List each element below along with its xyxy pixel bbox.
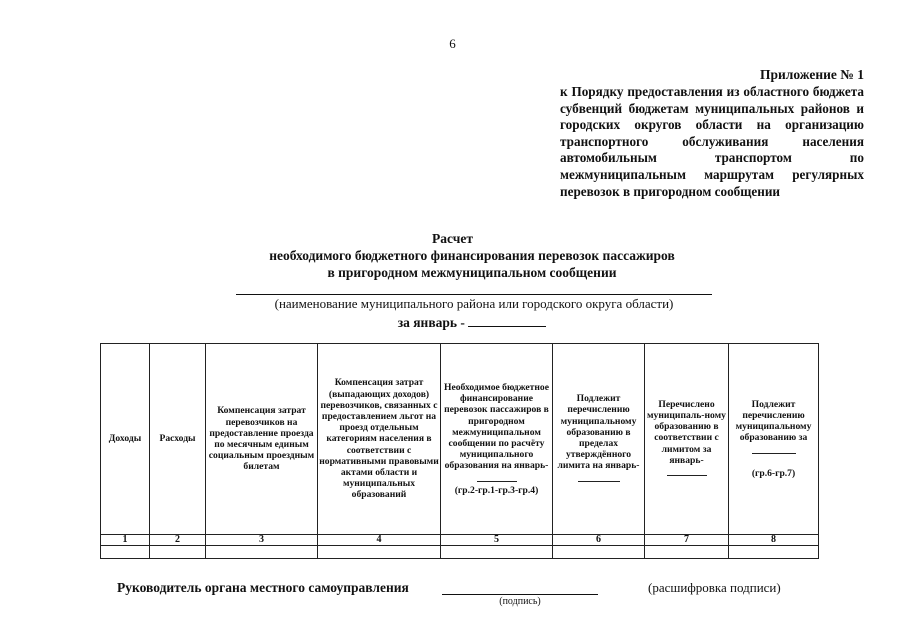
header-cell (553, 344, 645, 535)
document-subtitle-line-1: необходимого бюджетного финансирования перевозок пассажиров (269, 248, 675, 263)
header-transferred: Перечислено муниципаль-ному образованию в соответствии с лимитом за январь- (647, 398, 726, 466)
header-ticket-compensation: Компенсация затрат перевозчиков на предоставление проезда по месячным единым социальным проездным билетам (208, 405, 315, 473)
header-5-blank (477, 472, 517, 482)
document-title: Расчет (432, 231, 473, 246)
municipality-name-caption: (наименование муниципального района или городского округа области) (274, 296, 674, 311)
header-cell (150, 344, 206, 535)
column-number: 2 (150, 535, 206, 546)
column-number: 8 (729, 535, 819, 546)
municipality-name-field[interactable] (236, 294, 712, 295)
period-line (0, 313, 905, 331)
appendix-title: Приложение № 1 (760, 67, 864, 82)
header-5-formula: (гр.2-гр.1-гр.3-гр.4) (454, 484, 539, 496)
table-row (101, 546, 819, 559)
header-required-financing: Необходимое бюджетное финансирование перевозок пассажиров в пригородном межмуниципальном сообщении по расчёту муниципального образования на январь- (444, 381, 549, 472)
signer-label: Руководитель органа местного самоуправления (117, 580, 409, 595)
column-number-row (101, 535, 819, 546)
signature-field[interactable] (442, 594, 598, 595)
header-cell (101, 344, 150, 535)
period-blank-field[interactable] (468, 313, 546, 327)
header-8-formula: (гр.6-гр.7) (751, 468, 796, 479)
signature-caption: (подпись) (499, 596, 541, 607)
header-cell (645, 344, 729, 535)
column-number: 5 (441, 535, 553, 546)
header-cell (441, 344, 553, 535)
header-8-blank (752, 444, 796, 454)
header-to-transfer: Подлежит перечислению муниципальному образованию за (735, 398, 812, 444)
column-number: 7 (645, 535, 729, 546)
header-to-transfer-limit: Подлежит перечислению муниципальному образованию в пределах утверждённого лимита на январь- (557, 393, 640, 472)
header-6-blank (578, 472, 620, 482)
header-cell (206, 344, 318, 535)
header-cell (318, 344, 441, 535)
column-number: 4 (318, 535, 441, 546)
data-cell-transferred[interactable] (645, 546, 729, 559)
table-header-row (101, 344, 819, 535)
data-cell-required-financing[interactable] (441, 546, 553, 559)
data-cell-to-transfer-limit[interactable] (553, 546, 645, 559)
calculation-table (100, 343, 819, 559)
data-cell-income[interactable] (101, 546, 150, 559)
page-number: 6 (449, 36, 456, 51)
data-cell-expenses[interactable] (150, 546, 206, 559)
data-cell-ticket-compensation[interactable] (206, 546, 318, 559)
column-number: 6 (553, 535, 645, 546)
header-benefits-compensation: Компенсация затрат (выпадающих доходов) перевозчиков, связанных с предоставлением льгот на проезд отдельным категориям населения в соответствии с нормативными правовыми актами области и муниципальных образований (319, 377, 439, 501)
column-number: 1 (101, 535, 150, 546)
header-cell (729, 344, 819, 535)
document-subtitle-line-2: в пригородном межмуниципальном сообщении (327, 265, 617, 280)
column-number: 3 (206, 535, 318, 546)
data-cell-benefits-compensation[interactable] (318, 546, 441, 559)
period-label: за январь - (397, 315, 465, 330)
appendix-text: к Порядку предоставления из областного бюджета субвенций бюджетам муниципальных районов и городских округов области на организацию транспортного обслуживания населения автомобильным транспортом по межмуниципальным маршрутам регулярных перевозок в пригородном сообщении (560, 84, 864, 199)
header-expenses: Расходы (159, 433, 196, 445)
signature-decode-label: (расшифровка подписи) (648, 580, 781, 595)
data-cell-to-transfer[interactable] (729, 546, 819, 559)
header-income: Доходы (108, 433, 142, 445)
header-7-blank (667, 466, 707, 476)
